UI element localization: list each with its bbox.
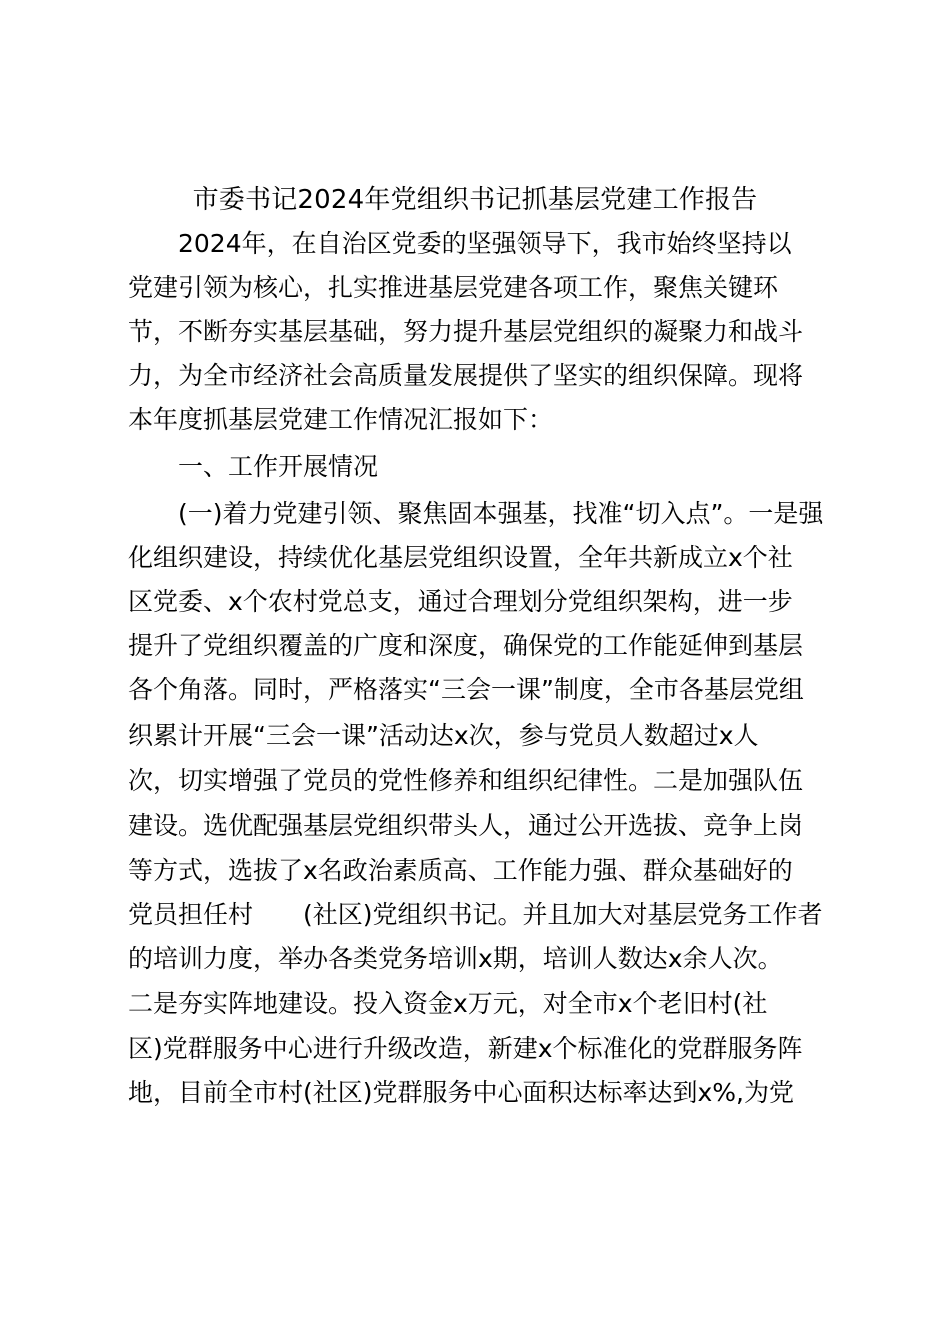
paragraph-line: 建设。选优配强基层党组织带头人，通过公开选拔、竞争上岗	[128, 811, 804, 840]
paragraph-line: 党建引领为核心，扎实推进基层党建各项工作，聚焦关键环	[128, 273, 779, 302]
paragraph-line: 区)党群服务中心进行升级改造，新建x个标准化的党群服务阵	[128, 1034, 803, 1063]
paragraph-line: 党员担任村 (社区)党组织书记。并且加大对基层党务工作者	[128, 900, 823, 929]
paragraph-line: 二是夯实阵地建设。投入资金x万元，对全市x个老旧村(社	[128, 989, 768, 1018]
paragraph-line: 化组织建设，持续优化基层党组织设置，全年共新成立x个社	[128, 543, 793, 572]
paragraph-line: 本年度抓基层党建工作情况汇报如下：	[128, 405, 554, 434]
paragraph-line: 次，切实增强了党员的党性修养和组织纪律性。二是加强队伍	[128, 766, 804, 795]
paragraph-line: 提升了党组织覆盖的广度和深度，确保党的工作能延伸到基层	[128, 631, 804, 660]
paragraph-line: (一)着力党建引领、聚焦固本强基，找准“切入点”。一是强	[178, 499, 824, 528]
paragraph-line: 织累计开展“三会一课”活动达x次，参与党员人数超过x人	[128, 721, 759, 750]
paragraph-line: 等方式，选拔了x名政治素质高、工作能力强、群众基础好的	[128, 856, 793, 885]
paragraph-line: 地，目前全市村(社区)党群服务中心面积达标率达到x%,为党	[128, 1078, 795, 1107]
paragraph-line: 力，为全市经济社会高质量发展提供了坚实的组织保障。现将	[128, 361, 804, 390]
document-title: 市委书记2024年党组织书记抓基层党建工作报告	[192, 185, 758, 215]
paragraph-line: 各个角落。同时，严格落实“三会一课”制度，全市各基层党组	[128, 675, 804, 704]
paragraph-line: 的培训力度，举办各类党务培训x期，培训人数达x余人次。	[128, 944, 783, 973]
paragraph-line: 2024年，在自治区党委的坚强领导下，我市始终坚持以	[178, 229, 792, 258]
paragraph-line: 节，不断夯实基层基础，努力提升基层党组织的凝聚力和战斗	[128, 317, 804, 346]
section-heading: 一、工作开展情况	[178, 452, 379, 481]
paragraph-line: 区党委、x个农村党总支，通过合理划分党组织架构，进一步	[128, 587, 793, 616]
